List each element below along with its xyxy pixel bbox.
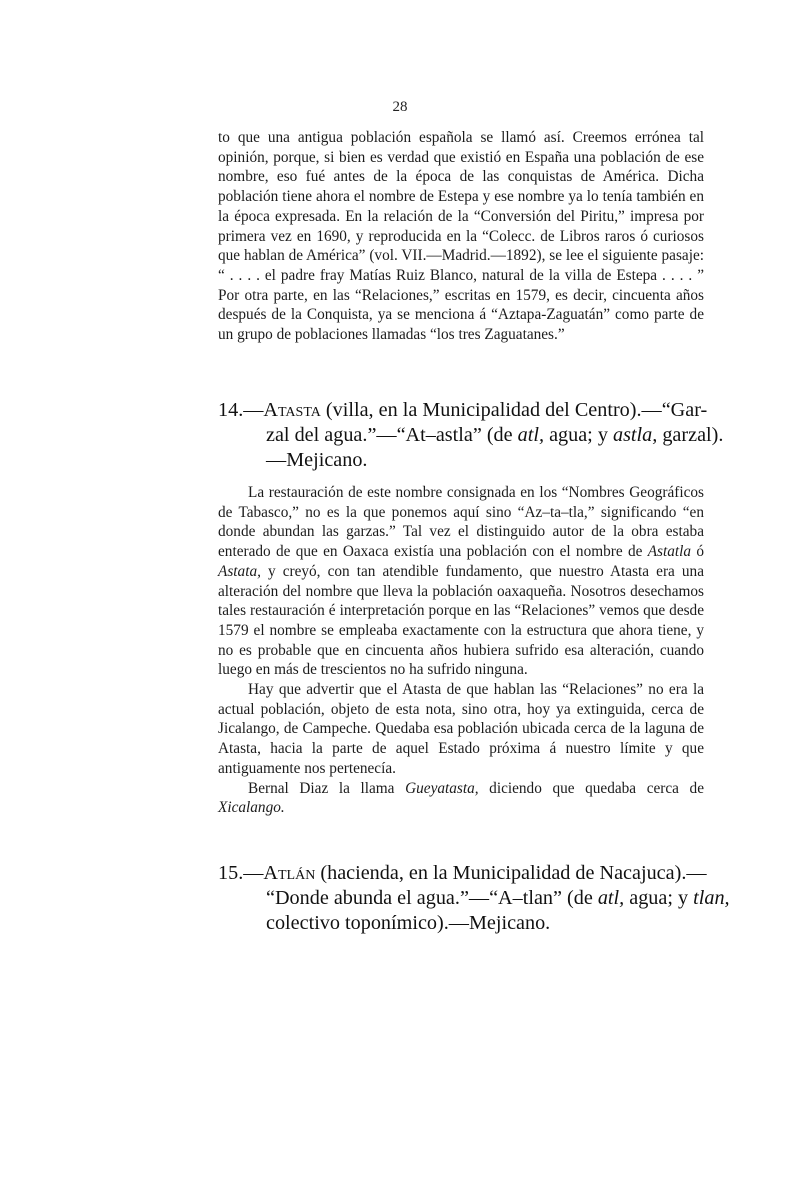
entry-14-line2-end: garzal). (657, 424, 724, 446)
entry-15-line2-mid: agua; y (624, 887, 694, 909)
entry-14-number: 14.— (218, 399, 264, 421)
entry-14-p3-text-a: Bernal Diaz la llama (248, 779, 406, 797)
entry-14-paragraph-2: Hay que advertir que el Atasta de que hablan las “Relaciones” no era la actual población, objeto de esta nota, sino otra, hoy ya extinguida, cerca de Jicalango, de Campeche. Quedaba esa población ubicada cerca de la laguna de Atasta, hacia la parte de aquel Estado próxima á nuestro límite y que antiguamente nos pertenecía. (218, 681, 704, 777)
entry-14-p3-italic-1: Gueyatasta, (405, 779, 479, 797)
entry-15-heading-line-2 (218, 886, 730, 911)
entry-14-p1-text-c: y creyó, con tan atendible fundamento, que nuestro Atasta era una alteración del nombre que lleva la población oaxaqueña. Nosotros desechamos tales restauración é interpretación porque en las “Relaciones” vemos que desde 1579 el nombre se empleaba exactamente con la estructura que ahora tiene, y no es probable que en cincuenta años hubiera sufrido esa alteración, cuando luego en más de trescientos no ha sufrido ninguna. (218, 562, 704, 679)
entry-14-p3-text-b: diciendo que quedaba cerca de (478, 779, 704, 797)
entry-15-number: 15.— (218, 862, 264, 884)
entry-15-line2-italic-1: atl, (597, 887, 625, 909)
entry-14-heading-line-2 (218, 423, 724, 448)
entry-14-p3-italic-2: Xicalango. (218, 799, 285, 817)
entry-14-paragraph-3 (218, 779, 704, 818)
entry-14-heading-line-3: —Mejicano. (266, 449, 368, 471)
entry-15-name: Atlán (263, 862, 316, 884)
entry-14-line1-rest: (villa, en la Municipalidad del Centro).—“Gar- (320, 399, 708, 421)
entry-14-line2-text: zal del agua.”—“At–astla” (de (266, 424, 518, 446)
entry-14-heading (218, 398, 724, 473)
page-number: 28 (392, 99, 408, 115)
entry-15-heading-line-1 (218, 861, 707, 886)
entry-15-line2-italic-2: tlan, (693, 887, 730, 909)
entry-15-heading (218, 861, 730, 936)
entry-14-line2-italic-1: atl, (517, 424, 545, 446)
entry-14-body (218, 483, 704, 818)
entry-14-p1-italic-2: Astata, (218, 562, 261, 580)
entry-14-line2-mid: agua; y (544, 424, 613, 446)
entry-15-heading-line-3: colectivo toponímico).—Mejicano. (266, 912, 551, 934)
entry-14-line2-italic-2: astla, (612, 424, 658, 446)
entry-15-line2-text: “Donde abunda el agua.”—“A–tlan” (de (266, 887, 598, 909)
entry-14-p1-text-b: ó (691, 543, 704, 561)
intro-paragraph: to que una antigua población española se llamó así. Creemos errónea tal opinión, porque, si bien es verdad que existió en España una población de ese nombre, eso fué antes de la época de las conquistas de América. Dicha población tiene ahora el nombre de Estepa y ese nombre ya lo tenía también en la época expresada. En la relación de la “Conversión del Piritu,” impresa por primera vez en 1690, y reproducida en la “Colecc. de Libros raros ó curiosos que hablan de América” (vol. VII.—Madrid.—1892), se lee el siguiente pasaje: “ . . . . el padre fray Matías Ruiz Blanco, natural de la villa de Estepa . . . . ” Por otra parte, en las “Relaciones,” escritas en 1579, es decir, cincuenta años después de la Conquista, ya se menciona á “Aztapa-Zaguatán” como parte de un grupo de poblaciones llamadas “los tres Zaguatanes.” (218, 129, 704, 344)
entry-14-p1-text-a: La restauración de este nombre consignada en los “Nombres Geográficos de Tabasco,” no es la que ponemos aquí sino “Az–ta–tla,” significando “en donde abundan las garzas.” Tal vez el distinguido autor de la obra estaba enterado de que en Oaxaca existía una población con el nombre de (218, 484, 704, 561)
entry-14-name: Atasta (263, 399, 321, 421)
entry-14-paragraph-1 (218, 483, 704, 680)
entry-14-heading-line-1 (218, 398, 708, 423)
entry-14-p1-italic-1: Astatla (647, 543, 692, 561)
entry-15-line1-rest: (hacienda, en la Municipalidad de Nacajuca).— (315, 862, 707, 884)
